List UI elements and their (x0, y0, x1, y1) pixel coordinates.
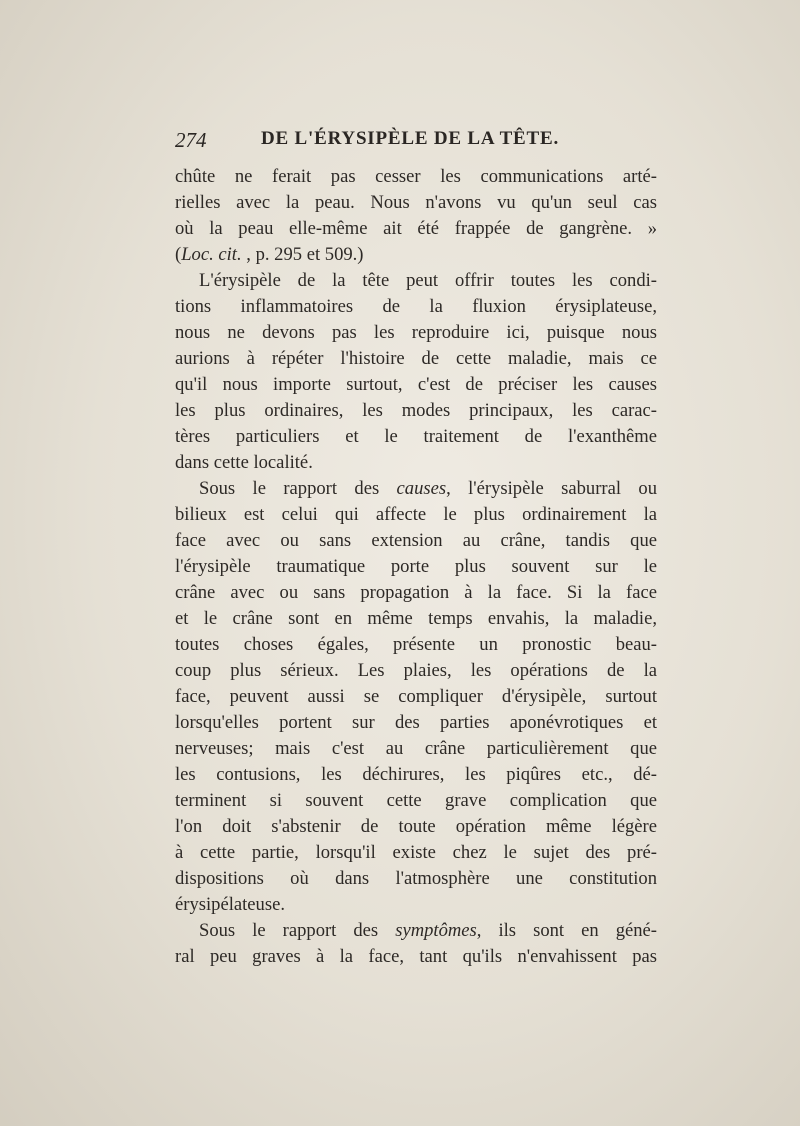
text-run: rielles avec la peau. Nous n'avons vu qu'un seul cas (175, 192, 657, 213)
text-run: Sous le rapport des (199, 920, 396, 941)
text-line (175, 424, 657, 450)
text-run: bilieux est celui qui affecte le plus ordinairement la (175, 504, 657, 525)
italic-text: symptômes (395, 920, 477, 941)
text-run: , p. 295 et 509.) (241, 244, 364, 265)
text-run: L'érysipèle de la tête peut offrir toutes les condi- (199, 270, 657, 291)
text-line (175, 580, 657, 606)
text-line (175, 346, 657, 372)
italic-text: Loc. cit. (181, 244, 242, 265)
text-run: aurions à répéter l'histoire de cette maladie, mais ce (175, 348, 657, 369)
text-run: face avec ou sans extension au crâne, tandis que (175, 530, 657, 551)
text-line (175, 554, 657, 580)
text-line (175, 216, 657, 242)
text-line (175, 476, 657, 502)
page-number: 274 (175, 128, 207, 152)
text-run: érysipélateuse. (175, 894, 285, 915)
text-run: coup plus sérieux. Les plaies, les opérations de la (175, 660, 657, 681)
text-run: et le crâne sont en même temps envahis, la maladie, (175, 608, 657, 629)
text-line (175, 268, 657, 294)
text-line (175, 736, 657, 762)
text-run: chûte ne ferait pas cesser les communications arté- (175, 166, 657, 187)
text-line (175, 320, 657, 346)
text-run: l'érysipèle traumatique porte plus souvent sur le (175, 556, 657, 577)
text-line (175, 788, 657, 814)
text-line (175, 528, 657, 554)
text-run: nous ne devons pas les reproduire ici, puisque nous (175, 322, 657, 343)
text-run: où la peau elle-même ait été frappée de gangrène. » (175, 218, 657, 239)
text-run: les contusions, les déchirures, les piqûres etc., dé- (175, 764, 657, 785)
text-line (175, 840, 657, 866)
text-run: à cette partie, lorsqu'il existe chez le sujet des pré- (175, 842, 657, 863)
text-run: ( (175, 244, 182, 265)
text-run: tions inflammatoires de la fluxion érysiplateuse, (175, 296, 657, 317)
text-line (175, 918, 657, 944)
text-run: toutes choses égales, présente un pronostic beau- (175, 634, 657, 655)
text-run: tères particuliers et le traitement de l'exanthême (175, 426, 657, 447)
text-line (175, 762, 657, 788)
text-run: nerveuses; mais c'est au crâne particulièrement que (175, 738, 657, 759)
text-run: qu'il nous importe surtout, c'est de préciser les causes (175, 374, 657, 395)
text-run: l'on doit s'abstenir de toute opération même légère (175, 816, 657, 837)
body-text (175, 164, 657, 970)
text-line (175, 294, 657, 320)
italic-text: causes (396, 478, 447, 499)
text-line (175, 814, 657, 840)
text-line (175, 502, 657, 528)
text-run: lorsqu'elles portent sur des parties aponévrotiques et (175, 712, 657, 733)
text-run: ral peu graves à la face, tant qu'ils n'envahissent pas (175, 946, 657, 967)
text-run: Sous le rapport des (199, 478, 397, 499)
text-line (175, 190, 657, 216)
text-line (175, 632, 657, 658)
text-line (175, 892, 657, 918)
text-line (175, 164, 657, 190)
text-run: dispositions où dans l'atmosphère une constitution (175, 868, 657, 889)
text-line (175, 242, 657, 268)
text-run: , l'érysipèle saburral ou (446, 478, 657, 499)
running-head: DE L'ÉRYSIPÈLE DE LA TÊTE. (261, 128, 560, 149)
text-line (175, 866, 657, 892)
text-run: face, peuvent aussi se compliquer d'érysipèle, surtout (175, 686, 657, 707)
text-line (175, 398, 657, 424)
text-run: dans cette localité. (175, 452, 313, 473)
text-run: crâne avec ou sans propagation à la face. Si la face (175, 582, 657, 603)
text-line (175, 606, 657, 632)
text-run: les plus ordinaires, les modes principaux, les carac- (175, 400, 657, 421)
text-run: , ils sont en géné- (476, 920, 657, 941)
text-line (175, 944, 657, 970)
text-line (175, 710, 657, 736)
text-line (175, 450, 657, 476)
text-run: terminent si souvent cette grave complication que (175, 790, 657, 811)
page-header (175, 128, 657, 156)
text-line (175, 372, 657, 398)
text-line (175, 684, 657, 710)
text-line (175, 658, 657, 684)
